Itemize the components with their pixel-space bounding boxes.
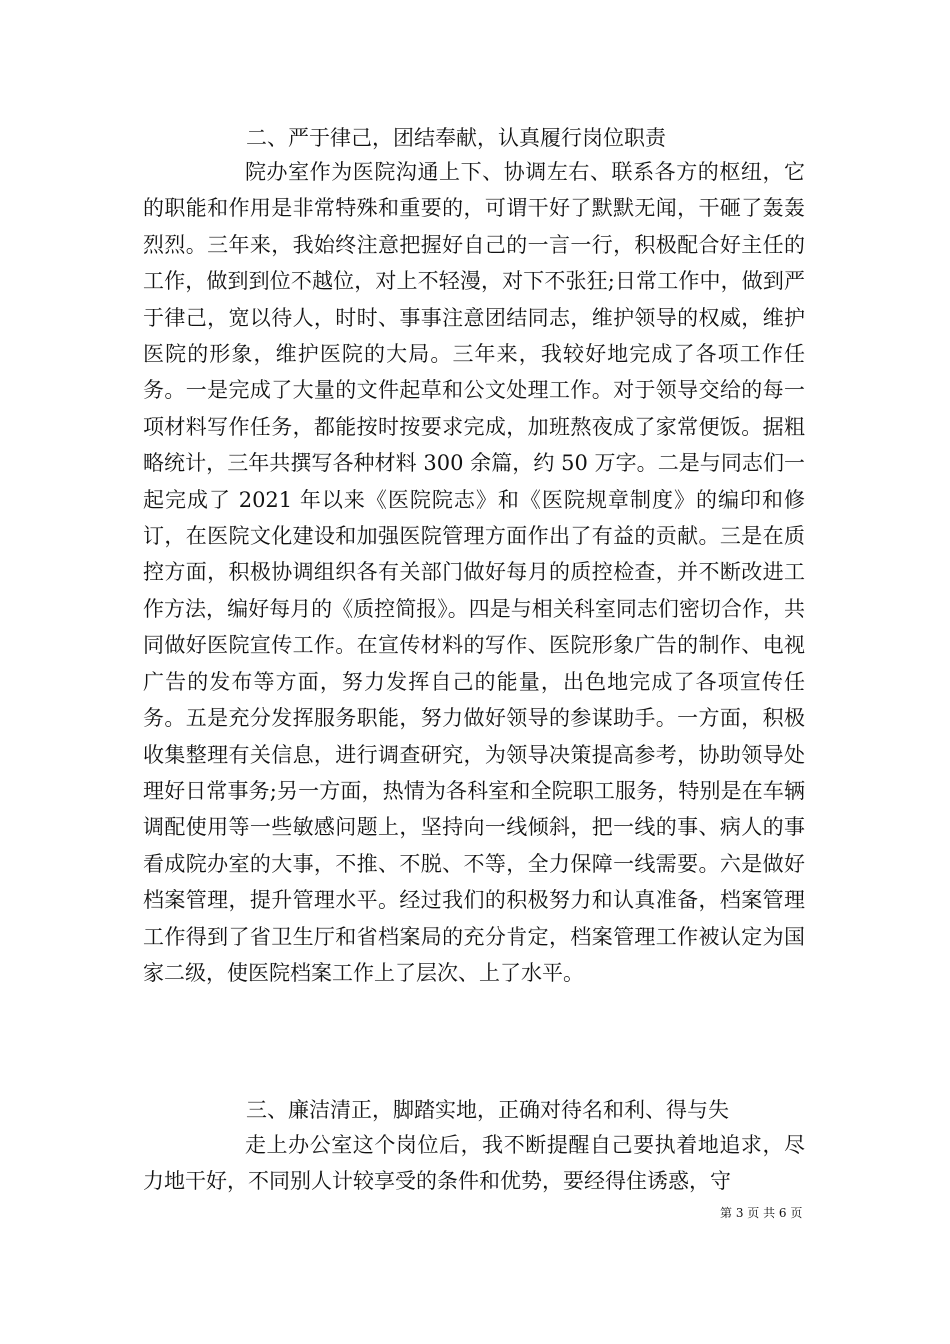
section-2-heading: 二、严于律己，团结奉献，认真履行岗位职责: [246, 126, 666, 150]
page-number-footer: 第 3 页 共 6 页: [720, 1206, 803, 1220]
section-2-paragraph: 院办室作为医院沟通上下、协调左右、联系各方的枢纽，它的职能和作用是非常特殊和重要的，可谓干好了默默无闻，干砸了轰轰烈烈。三年来，我始终注意把握好自己的一言一行，积极配合好主任的工作，做到到位不越位，对上不轻漫，对下不张狂;日常工作中，做到严于律己，宽以待人，时时、事事注意团结同志，维护领导的权威，维护医院的形象，维护医院的大局。三年来，我较好地完成了各项工作任务。一是完成了大量的文件起草和公文处理工作。对于领导交给的每一项材料写作任务，都能按时按要求完成，加班熬夜成了家常便饭。据粗略统计，三年共撰写各种材料 300 余篇，约 50 万字。二是与同志们一起完成了 2021 年以来《医院院志》和《医院规章制度》的编印和修订，在医院文化建设和加强医院管理方面作出了有益的贡献。三是在质控方面，积极协调组织各有关部门做好每月的质控检查，并不断改进工作方法，编好每月的《质控简报》。四是与相关科室同志们密切合作，共同做好医院宣传工作。在宣传材料的写作、医院形象广告的制作、电视广告的发布等方面，努力发挥自己的能量，出色地完成了各项宣传任务。五是充分发挥服务职能，努力做好领导的参谋助手。一方面，积极收集整理有关信息，进行调查研究，为领导决策提高参考，协助领导处理好日常事务;另一方面，热情为各科室和全院职工服务，特别是在车辆调配使用等一些敏感问题上，坚持向一线倾斜，把一线的事、病人的事看成院办室的大事，不推、不脱、不等，全力保障一线需要。六是做好档案管理，提升管理水平。经过我们的积极努力和认真准备，档案管理工作得到了省卫生厅和省档案局的充分肯定，档案管理工作被认定为国家二级，使医院档案工作上了层次、上了水平。: [143, 160, 805, 985]
section-3-paragraph: 走上办公室这个岗位后，我不断提醒自己要执着地追求，尽力地干好，不同别人计较享受的条件和优势，要经得住诱惑，守: [143, 1133, 805, 1194]
section-3-heading: 三、廉洁清正，脚踏实地，正确对待名和利、得与失: [246, 1098, 729, 1122]
